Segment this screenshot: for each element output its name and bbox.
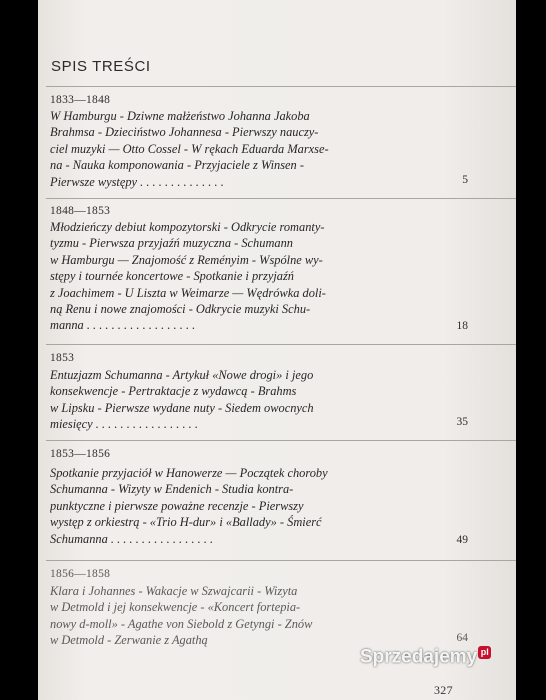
contents-line: punktyczne i pierwsze poważne recenzje - Pierwszy	[50, 498, 304, 513]
contents-line: Pierwsze występy . . . . . . . . . . . . . .	[50, 174, 224, 189]
contents-line: z Joachimem - U Liszta w Weimarze — Wędrówka doli-	[50, 285, 326, 300]
contents-line: nowy d-moll» - Agathe von Siebold z Getyngi - Znów	[50, 616, 313, 631]
section-years: 1856—1858	[50, 568, 111, 580]
contents-line: ną Renu i nowe znajomości - Odkrycie muzyki Schu-	[50, 302, 311, 317]
section-divider	[46, 560, 516, 561]
section-divider	[46, 440, 516, 441]
contents-line: ciel muzyki — Otto Cossel - W rękach Eduarda Marxse-	[50, 141, 329, 156]
contents-line: na - Nauka komponowania - Przyjaciele z Winsen -	[50, 158, 304, 173]
section-years: 1853—1856	[50, 448, 111, 460]
folio-number: 327	[434, 683, 453, 697]
page-number: 49	[456, 534, 468, 546]
section-years: 1848—1853	[50, 205, 111, 217]
contents-line: Młodzieńczy debiut kompozytorski - Odkrycie romanty-	[50, 220, 325, 234]
section-divider	[46, 198, 516, 199]
section-contents	[50, 367, 412, 433]
contents-line: występ z orkiestrą - «Trio H-dur» i «Ballady» - Śmierć	[50, 515, 322, 530]
contents-line: stępy i tournée koncertowe - Spotkanie i przyjaźń	[50, 269, 294, 284]
section-contents	[50, 583, 412, 649]
contents-line: Klara i Johannes - Wakacje w Szwajcarii - Wizyta	[50, 584, 298, 598]
contents-line: miesięcy . . . . . . . . . . . . . . . . .	[50, 417, 198, 432]
page-number: 64	[456, 632, 468, 644]
page-number: 35	[456, 416, 468, 428]
contents-line: Entuzjazm Schumanna - Artykuł «Nowe drogi» i jego	[50, 368, 314, 382]
contents-line: w Detmold i jej konsekwencje - «Koncert fortepia-	[50, 600, 301, 615]
page-number: 18	[456, 320, 468, 332]
section-contents	[50, 465, 412, 547]
section-contents	[50, 108, 412, 190]
contents-line: Schumanna - Wizyty w Endenich - Studia kontra-	[50, 482, 294, 497]
page-number: 5	[462, 174, 468, 186]
section-contents	[50, 219, 412, 334]
watermark-text: Sprzedajemy	[360, 646, 478, 668]
contents-line: w Detmold - Zerwanie z Agathą	[50, 633, 208, 648]
contents-line: w Hamburgu — Znajomość z Reményim - Wspólne wy-	[50, 252, 323, 267]
contents-line: konsekwencje - Pertraktacje z wydawcą - Brahms	[50, 384, 297, 399]
book-page	[38, 0, 516, 700]
watermark-logo	[360, 646, 491, 668]
contents-line: Schumanna . . . . . . . . . . . . . . . . .	[50, 531, 214, 546]
contents-line: tyzmu - Pierwsza przyjaźń muzyczna - Schumann	[50, 236, 293, 251]
section-divider	[46, 86, 516, 87]
contents-line: w Lipsku - Pierwsze wydane nuty - Siedem owocnych	[50, 400, 314, 415]
contents-line: W Hamburgu - Dziwne małżeństwo Johanna Jakoba	[50, 109, 310, 123]
page-title: SPIS TREŚCI	[51, 58, 151, 75]
section-years: 1853	[50, 352, 75, 364]
contents-line: manna . . . . . . . . . . . . . . . . . .	[50, 318, 196, 333]
contents-line: Spotkanie przyjaciół w Hanowerze — Początek choroby	[50, 466, 328, 480]
section-divider	[46, 344, 516, 345]
watermark-badge: pl	[478, 646, 491, 659]
section-years: 1833—1848	[50, 94, 111, 106]
contents-line: Brahmsa - Dzieciństwo Johannesa - Pierwszy nauczy-	[50, 125, 319, 140]
